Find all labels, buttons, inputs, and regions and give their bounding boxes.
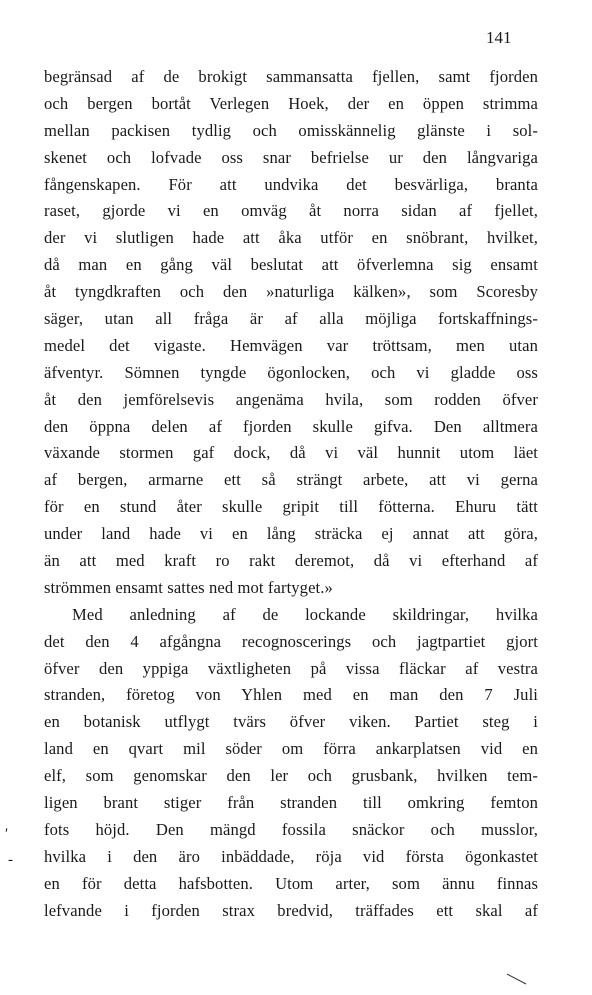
text-line: der vi slutligen hade att åka utför en snöbrant, hvilket,: [44, 228, 538, 248]
text-line: begränsad af de brokigt sammansatta fjellen, samt fjorden: [44, 67, 538, 86]
text-line: det den 4 afgångna recognoscerings och jagtpartiet gjort: [44, 631, 538, 651]
text-line: stranden, företog von Yhlen med en man den 7 Juli: [44, 685, 538, 705]
text-line: äfventyr. Sömnen tyngde ögonlocken, och vi gladde oss: [44, 362, 538, 382]
text-line: fots höjd. Den mängd fossila snäckor och musslor,: [44, 819, 538, 839]
pencil-stroke-mark: [506, 972, 528, 986]
text-line: en för detta hafsbotten. Utom arter, som ännu finnas: [44, 873, 538, 893]
text-line: hvilka i den äro inbäddade, röja vid första ögonkastet: [44, 846, 538, 866]
body-text: [44, 64, 538, 925]
text-line: då man en gång väl beslutat att öfverlemna sig ensamt: [44, 255, 538, 275]
text-line: en botanisk utflygt tvärs öfver viken. Partiet steg i: [44, 712, 538, 732]
text-line: lefvande i fjorden strax bredvid, träffades ett skal af: [44, 900, 538, 920]
text-line: säger, utan all fråga är af alla möjliga fortskaffnings-: [44, 309, 538, 329]
page-number: 141: [486, 28, 512, 47]
text-line: mellan packisen tydlig och omisskännelig glänste i sol-: [44, 120, 538, 140]
text-line: fångenskapen. För att undvika det besvärliga, branta: [44, 174, 538, 194]
text-line: växande stormen gaf dock, då vi väl hunnit utom läet: [44, 443, 538, 463]
text-line: och bergen bortåt Verlegen Hoek, der en öppen strimma: [44, 93, 538, 113]
text-line: den öppna delen af fjorden skulle gifva. Den alltmera: [44, 416, 538, 436]
text-line: skenet och lofvade oss snar befrielse ur den långvariga: [44, 147, 538, 167]
text-line: ligen brant stiger från stranden till omkring femton: [44, 793, 538, 813]
text-line: medel det vigaste. Hemvägen var tröttsam, men utan: [44, 335, 538, 355]
text-line: under land hade vi en lång sträcka ej annat att göra,: [44, 524, 538, 544]
text-line: strömmen ensamt sattes ned mot fartyget.»: [44, 577, 333, 597]
margin-mark: ʹ: [4, 826, 8, 842]
text-line: Med anledning af de lockande skildringar, hvilka: [72, 604, 538, 624]
text-line: än att med kraft ro rakt deremot, då vi efterhand af: [44, 551, 538, 571]
text-line: land en qvart mil söder om förra ankarplatsen vid en: [44, 739, 538, 759]
text-line: elf, som genomskar den ler och grusbank, hvilken tem-: [44, 766, 538, 786]
margin-mark: -: [8, 852, 13, 868]
text-line: af bergen, armarne ett så strängt arbete, att vi gerna: [44, 470, 538, 490]
text-line: åt tyngdkraften och den »naturliga kälken», som Scoresby: [44, 282, 538, 302]
text-line: för en stund åter skulle gripit till fötterna. Ehuru tätt: [44, 497, 538, 517]
text-line: raset, gjorde vi en omväg åt norra sidan af fjellet,: [44, 201, 538, 221]
text-line: öfver den yppiga växtligheten på vissa fläckar af vestra: [44, 658, 538, 678]
text-line: åt den jemförelsevis angenäma hvila, som rodden öfver: [44, 389, 538, 409]
